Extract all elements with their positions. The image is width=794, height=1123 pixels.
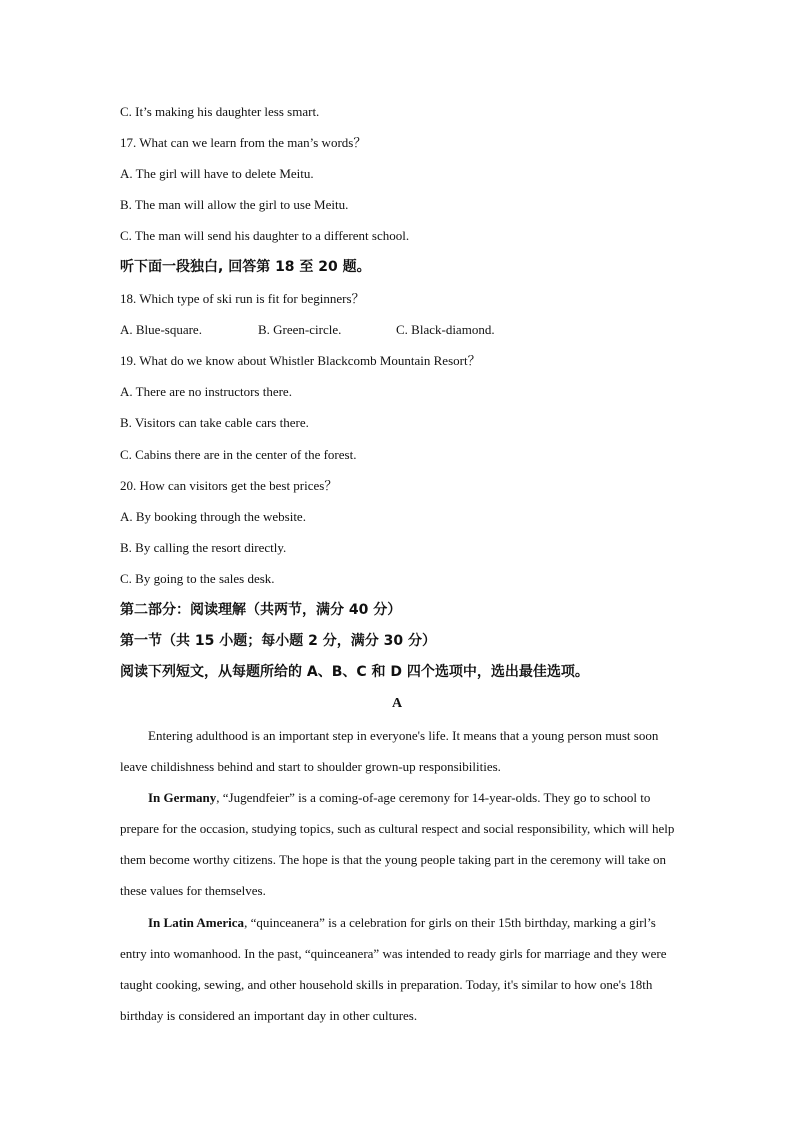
q17-stem: 17. What can we learn from the man’s words？ <box>120 135 367 150</box>
q19-stem: 19. What do we know about Whistler Blackcomb Mountain Resort？ <box>120 353 481 368</box>
reading-instructions: 阅读下列短文，从每题所给的 A、B、C 和 D 四个选项中，选出最佳选项。 <box>120 664 589 680</box>
section-one-heading: 第一节（共 15 小题；每小题 2 分，满分 30 分） <box>120 633 436 649</box>
q19-option-b: B. Visitors can take cable cars there. <box>120 415 309 430</box>
passage-paragraph-2-text: , “Jugendfeier” is a coming-of-age ceremony for 14-year-olds. They go to school to prepare for the occasion, studying topics, such as cultural respect and social responsibility, which will help them become worthy citizens. The hope is that the young people taking part in the ceremony will take on these values for themselves. <box>120 790 675 898</box>
q18-options <box>120 322 495 338</box>
q19-option-c: C. Cabins there are in the center of the forest. <box>120 447 357 462</box>
monologue-heading: 听下面一段独白, 回答第 18 至 20 题。 <box>120 259 371 275</box>
passage-paragraph-3 <box>120 907 680 1031</box>
q18-stem: 18. Which type of ski run is fit for beginners？ <box>120 291 365 306</box>
q19-option-a: A. There are no instructors there. <box>120 384 292 399</box>
passage-paragraph-3-lead: In Latin America <box>148 915 245 930</box>
passage-paragraph-1 <box>120 720 680 782</box>
q20-option-c: C. By going to the sales desk. <box>120 571 275 586</box>
passage-paragraph-2-lead: In Germany <box>148 790 217 805</box>
q20-option-a: A. By booking through the website. <box>120 509 306 524</box>
passage-paragraph-3-text: , “quinceanera” is a celebration for girls on their 15th birthday, marking a girl’s entry into womanhood. In the past, “quinceanera” was intended to ready girls for marriage and they were taught cooking, sewing, and other household skills in preparation. Today, it's similar to how one's 18th birthday is considered an important day in other cultures. <box>120 915 667 1023</box>
q16-option-c: C. It’s making his daughter less smart. <box>120 104 320 119</box>
passage-paragraph-2 <box>120 782 680 906</box>
q20-stem: 20. How can visitors get the best prices？ <box>120 478 338 493</box>
q18-option-a: A. Blue-square. <box>120 322 202 337</box>
q17-option-c: C. The man will send his daughter to a different school. <box>120 228 410 243</box>
q17-option-b: B. The man will allow the girl to use Meitu. <box>120 197 349 212</box>
passage-label: A <box>391 696 403 711</box>
q18-option-c: C. Black-diamond. <box>396 322 495 337</box>
q20-option-b: B. By calling the resort directly. <box>120 540 287 555</box>
q17-option-a: A. The girl will have to delete Meitu. <box>120 166 314 181</box>
passage-paragraph-1-text: Entering adulthood is an important step in everyone's life. It means that a young person must soon leave childishness behind and start to shoulder grown-up responsibilities. <box>120 728 659 774</box>
q18-option-b: B. Green-circle. <box>258 322 342 337</box>
part-two-heading: 第二部分：阅读理解（共两节，满分 40 分） <box>120 602 402 618</box>
